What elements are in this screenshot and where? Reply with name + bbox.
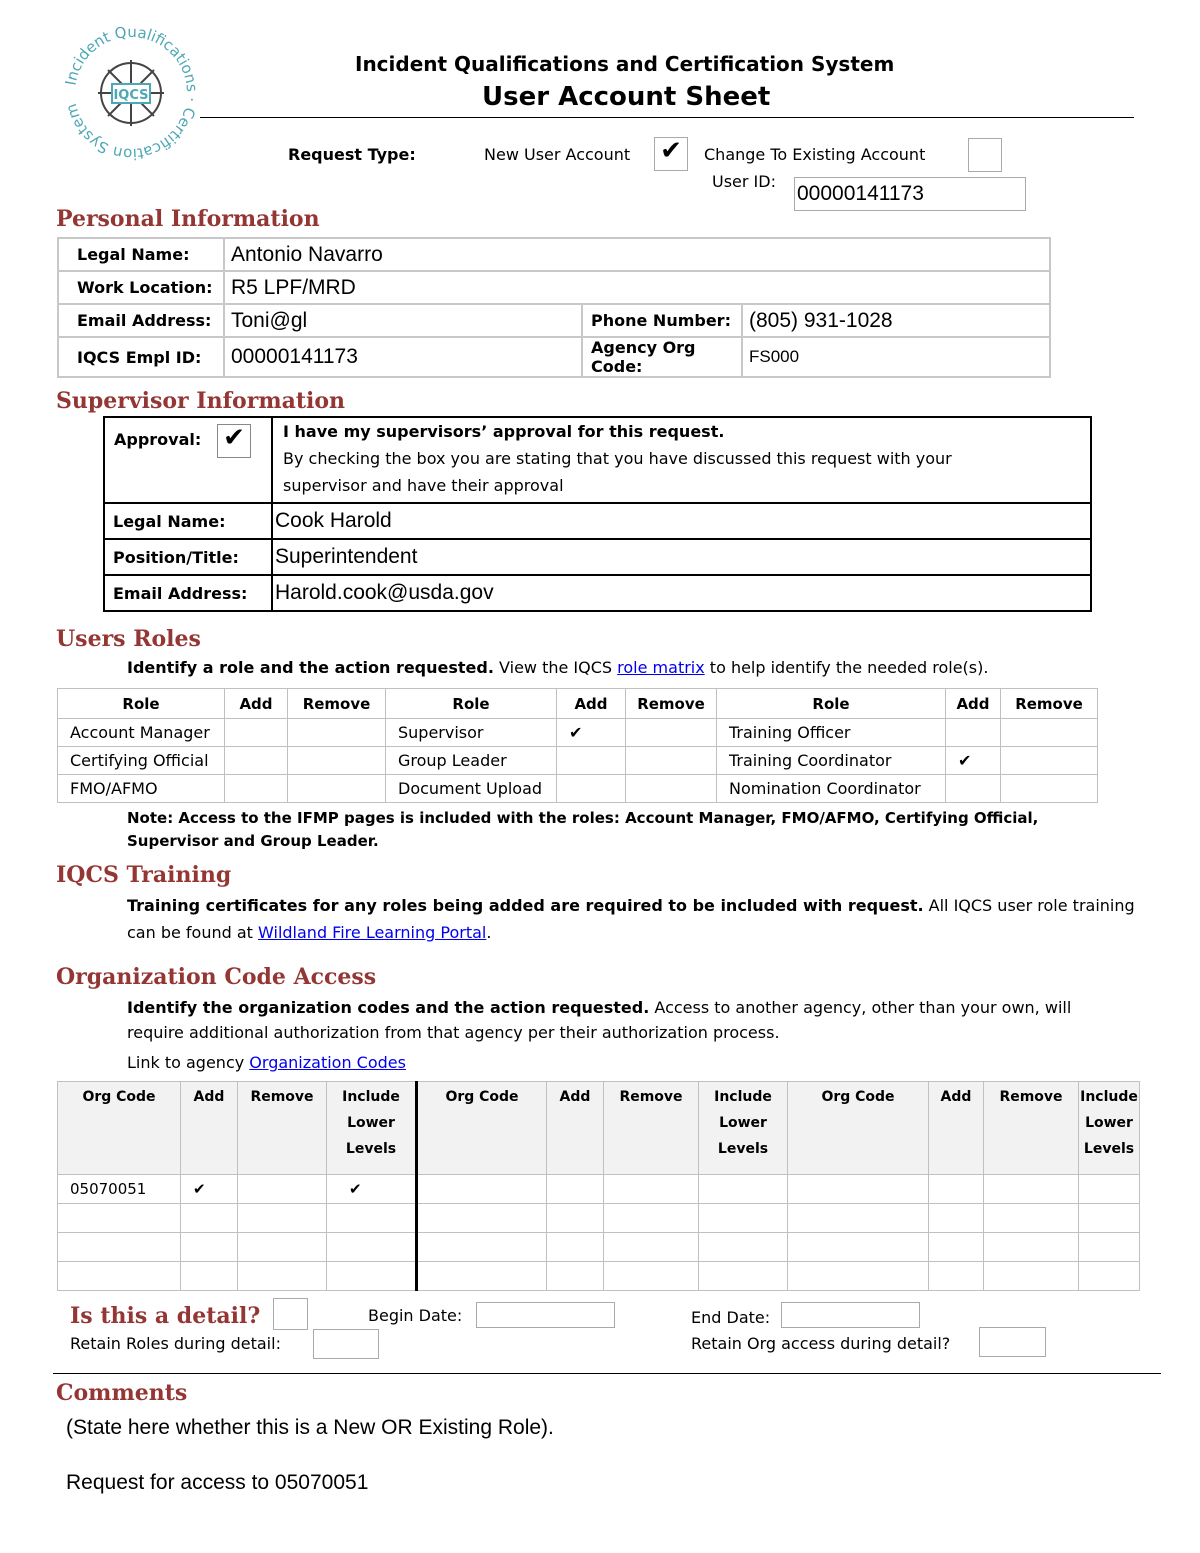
role-name: Training Officer bbox=[717, 719, 946, 747]
role-add-cell[interactable] bbox=[557, 747, 626, 775]
table-row bbox=[58, 1233, 1140, 1262]
org-code-cell[interactable] bbox=[58, 1262, 181, 1291]
empl-id-label: IQCS Empl ID: bbox=[58, 337, 224, 377]
users-roles-heading: Users Roles bbox=[56, 626, 201, 652]
role-name: Account Manager bbox=[58, 719, 225, 747]
new-user-account-label: New User Account bbox=[484, 145, 631, 164]
comments-line-1[interactable]: (State here whether this is a New OR Existing Role). bbox=[66, 1416, 554, 1439]
org-remove-cell[interactable] bbox=[238, 1175, 327, 1204]
col-add: Add bbox=[225, 689, 288, 719]
col-remove: Remove bbox=[238, 1082, 327, 1175]
org-remove-cell[interactable] bbox=[604, 1233, 699, 1262]
org-add-cell[interactable] bbox=[547, 1262, 604, 1291]
new-user-account-checkbox[interactable] bbox=[654, 137, 688, 171]
col-role: Role bbox=[58, 689, 225, 719]
org-add-cell[interactable] bbox=[929, 1204, 984, 1233]
roles-table bbox=[57, 688, 1098, 803]
col-add: Add bbox=[946, 689, 1001, 719]
org-add-cell[interactable] bbox=[547, 1204, 604, 1233]
org-instructions-text: Access to another agency, other than your own, will require additional authorization from that agency per their authorization process. bbox=[127, 998, 1072, 1042]
end-date-field[interactable] bbox=[781, 1302, 920, 1328]
col-remove: Remove bbox=[984, 1082, 1079, 1175]
header-divider bbox=[200, 117, 1134, 118]
retain-org-label: Retain Org access during detail? bbox=[691, 1334, 951, 1353]
org-include-cell[interactable] bbox=[1079, 1175, 1140, 1204]
org-link-prefix: Link to agency bbox=[127, 1053, 250, 1072]
change-existing-account-checkbox[interactable] bbox=[968, 138, 1002, 172]
form-subtitle: User Account Sheet bbox=[482, 82, 771, 112]
role-name: Certifying Official bbox=[58, 747, 225, 775]
org-code-heading: Organization Code Access bbox=[56, 964, 377, 990]
role-remove-cell[interactable] bbox=[288, 747, 386, 775]
col-remove: Remove bbox=[288, 689, 386, 719]
retain-roles-field[interactable] bbox=[313, 1329, 379, 1359]
user-id-field[interactable]: 00000141173 bbox=[794, 177, 1026, 211]
comments-heading: Comments bbox=[56, 1380, 188, 1406]
begin-date-label: Begin Date: bbox=[368, 1306, 463, 1325]
role-add-cell[interactable] bbox=[225, 775, 288, 803]
supervisor-table bbox=[103, 416, 1092, 612]
retain-roles-label: Retain Roles during detail: bbox=[70, 1334, 281, 1353]
agency-org-code-label: Agency Org Code: bbox=[582, 337, 742, 377]
org-instructions-bold: Identify the organization codes and the action requested. bbox=[127, 998, 650, 1017]
roles-instructions-bold: Identify a role and the action requested. bbox=[127, 658, 494, 677]
training-bold: Training certificates for any roles being added are required to be included with request. bbox=[127, 896, 924, 915]
work-location-label: Work Location: bbox=[58, 271, 224, 304]
org-include-cell[interactable] bbox=[327, 1233, 417, 1262]
legal-name-label: Legal Name: bbox=[58, 238, 224, 271]
supervisor-position-label: Position/Title: bbox=[104, 539, 272, 575]
col-org-code: Org Code bbox=[788, 1082, 929, 1175]
col-remove: Remove bbox=[1001, 689, 1098, 719]
role-add-cell[interactable] bbox=[946, 775, 1001, 803]
supervisor-legal-name-field[interactable]: Cook Harold bbox=[272, 503, 1091, 539]
org-remove-cell[interactable] bbox=[238, 1204, 327, 1233]
iqcs-training-heading: IQCS Training bbox=[56, 862, 232, 888]
org-include-cell[interactable] bbox=[1079, 1204, 1140, 1233]
training-text bbox=[127, 892, 1137, 946]
svg-text:IQCS: IQCS bbox=[113, 88, 149, 103]
org-add-cell[interactable] bbox=[929, 1175, 984, 1204]
check-icon: ✔ bbox=[660, 136, 682, 166]
col-add: Add bbox=[929, 1082, 984, 1175]
comments-line-2[interactable]: Request for access to 05070051 bbox=[66, 1471, 369, 1494]
col-include-lower: Include Lower Levels bbox=[699, 1082, 788, 1175]
training-body: All IQCS user role training can be found at bbox=[127, 896, 1135, 942]
approval-label: Approval: bbox=[114, 430, 202, 449]
training-tail: . bbox=[486, 923, 492, 942]
org-link-line bbox=[127, 1053, 406, 1072]
org-code-cell[interactable] bbox=[417, 1262, 547, 1291]
col-add: Add bbox=[547, 1082, 604, 1175]
org-include-cell[interactable] bbox=[1079, 1233, 1140, 1262]
request-type-label: Request Type: bbox=[288, 145, 416, 164]
table-row bbox=[58, 719, 1098, 747]
organization-codes-link[interactable]: Organization Codes bbox=[249, 1053, 406, 1072]
org-add-cell[interactable] bbox=[181, 1262, 238, 1291]
role-add-cell[interactable] bbox=[225, 719, 288, 747]
role-add-cell[interactable] bbox=[225, 747, 288, 775]
personal-info-table bbox=[57, 237, 1051, 378]
org-code-table bbox=[57, 1081, 1140, 1291]
org-add-cell[interactable]: ✔ bbox=[181, 1175, 238, 1204]
org-include-cell[interactable] bbox=[327, 1204, 417, 1233]
supervisor-email-label: Email Address: bbox=[104, 575, 272, 611]
col-remove: Remove bbox=[626, 689, 717, 719]
role-remove-cell[interactable] bbox=[626, 747, 717, 775]
supervisor-info-heading: Supervisor Information bbox=[56, 388, 346, 414]
role-name: FMO/AFMO bbox=[58, 775, 225, 803]
role-remove-cell[interactable] bbox=[1001, 775, 1098, 803]
roles-note: Note: Access to the IFMP pages is included with the roles: Account Manager, FMO/AFMO, Certifying Official, Supervisor and Group Leader. bbox=[127, 809, 1039, 850]
legal-name-field[interactable]: Antonio Navarro bbox=[224, 238, 1050, 271]
col-add: Add bbox=[557, 689, 626, 719]
role-remove-cell[interactable] bbox=[288, 719, 386, 747]
approval-title: I have my supervisors’ approval for this request. bbox=[283, 422, 725, 441]
col-role: Role bbox=[386, 689, 557, 719]
role-remove-cell[interactable] bbox=[1001, 747, 1098, 775]
role-name: Group Leader bbox=[386, 747, 557, 775]
detail-heading: Is this a detail? bbox=[70, 1303, 261, 1329]
svg-text:Incident Qualifications · Cert: Incident Qualifications · Certification System bbox=[61, 22, 202, 164]
table-row bbox=[58, 1175, 1140, 1204]
col-remove: Remove bbox=[604, 1082, 699, 1175]
retain-org-field[interactable] bbox=[979, 1327, 1046, 1357]
org-code-cell[interactable] bbox=[417, 1175, 547, 1204]
org-remove-cell[interactable] bbox=[238, 1233, 327, 1262]
user-id-label: User ID: bbox=[712, 172, 776, 191]
table-row bbox=[58, 1204, 1140, 1233]
role-remove-cell[interactable] bbox=[288, 775, 386, 803]
roles-instructions-tail: to help identify the needed role(s). bbox=[704, 658, 989, 677]
change-existing-account-label: Change To Existing Account bbox=[704, 145, 926, 164]
org-include-cell[interactable] bbox=[699, 1175, 788, 1204]
col-org-code: Org Code bbox=[417, 1082, 547, 1175]
personal-info-heading: Personal Information bbox=[56, 206, 320, 232]
email-label: Email Address: bbox=[58, 304, 224, 337]
email-field[interactable]: Toni@gl bbox=[224, 304, 582, 337]
org-remove-cell[interactable] bbox=[984, 1175, 1079, 1204]
org-remove-cell[interactable] bbox=[604, 1262, 699, 1291]
form-title: Incident Qualifications and Certification System bbox=[355, 52, 895, 76]
org-code-cell[interactable] bbox=[788, 1204, 929, 1233]
org-code-cell[interactable] bbox=[788, 1262, 929, 1291]
role-add-cell[interactable]: ✔ bbox=[557, 719, 626, 747]
supervisor-position-field[interactable]: Superintendent bbox=[272, 539, 1091, 575]
approval-description: By checking the box you are stating that you have discussed this request with your supervisor and have their approval bbox=[283, 449, 952, 495]
org-add-cell[interactable] bbox=[181, 1233, 238, 1262]
roles-instructions-text: View the IQCS bbox=[493, 658, 618, 677]
role-add-cell[interactable] bbox=[557, 775, 626, 803]
table-row bbox=[58, 747, 1098, 775]
col-role: Role bbox=[717, 689, 946, 719]
role-remove-cell[interactable] bbox=[626, 775, 717, 803]
end-date-label: End Date: bbox=[691, 1308, 771, 1327]
table-row bbox=[58, 1262, 1140, 1291]
empl-id-field[interactable]: 00000141173 bbox=[224, 337, 582, 377]
role-name: Supervisor bbox=[386, 719, 557, 747]
role-add-cell[interactable] bbox=[946, 719, 1001, 747]
phone-field[interactable]: (805) 931-1028 bbox=[742, 304, 1050, 337]
org-include-cell[interactable] bbox=[699, 1262, 788, 1291]
org-include-cell[interactable]: ✔ bbox=[327, 1175, 417, 1204]
org-add-cell[interactable] bbox=[547, 1175, 604, 1204]
role-name: Document Upload bbox=[386, 775, 557, 803]
check-icon: ✔ bbox=[223, 423, 245, 453]
org-code-cell[interactable] bbox=[58, 1233, 181, 1262]
org-remove-cell[interactable] bbox=[984, 1233, 1079, 1262]
iqcs-logo bbox=[60, 22, 202, 164]
org-include-cell[interactable] bbox=[699, 1233, 788, 1262]
org-code-cell[interactable] bbox=[788, 1175, 929, 1204]
org-add-cell[interactable] bbox=[547, 1233, 604, 1262]
wildland-fire-learning-portal-link[interactable]: Wildland Fire Learning Portal bbox=[258, 923, 487, 942]
roles-instructions bbox=[127, 658, 988, 677]
role-name: Training Coordinator bbox=[717, 747, 946, 775]
org-remove-cell[interactable] bbox=[604, 1204, 699, 1233]
col-include-lower: Include Lower Levels bbox=[327, 1082, 417, 1175]
org-code-cell[interactable]: 05070051 bbox=[58, 1175, 181, 1204]
role-remove-cell[interactable] bbox=[626, 719, 717, 747]
role-name: Nomination Coordinator bbox=[717, 775, 946, 803]
org-include-cell[interactable] bbox=[327, 1262, 417, 1291]
supervisor-email-field[interactable]: Harold.cook@usda.gov bbox=[272, 575, 1091, 611]
org-include-cell[interactable] bbox=[1079, 1262, 1140, 1291]
org-remove-cell[interactable] bbox=[984, 1262, 1079, 1291]
org-code-cell[interactable] bbox=[417, 1233, 547, 1262]
col-add: Add bbox=[181, 1082, 238, 1175]
org-remove-cell[interactable] bbox=[604, 1175, 699, 1204]
role-matrix-link[interactable]: role matrix bbox=[617, 658, 705, 677]
col-include-lower: Include Lower Levels bbox=[1079, 1082, 1140, 1175]
table-row bbox=[58, 775, 1098, 803]
detail-checkbox[interactable] bbox=[273, 1298, 308, 1330]
org-include-cell[interactable] bbox=[699, 1204, 788, 1233]
org-add-cell[interactable] bbox=[929, 1233, 984, 1262]
agency-org-code-field[interactable]: FS000 bbox=[742, 337, 1050, 377]
org-code-cell[interactable] bbox=[417, 1204, 547, 1233]
col-org-code: Org Code bbox=[58, 1082, 181, 1175]
approval-checkbox[interactable] bbox=[217, 424, 251, 458]
supervisor-legal-name-label: Legal Name: bbox=[104, 503, 272, 539]
phone-label: Phone Number: bbox=[582, 304, 742, 337]
org-code-cell[interactable] bbox=[58, 1204, 181, 1233]
divider bbox=[53, 1373, 1161, 1374]
role-add-cell[interactable]: ✔ bbox=[946, 747, 1001, 775]
org-instructions bbox=[127, 995, 1087, 1045]
org-remove-cell[interactable] bbox=[238, 1262, 327, 1291]
role-remove-cell[interactable] bbox=[1001, 719, 1098, 747]
org-remove-cell[interactable] bbox=[984, 1204, 1079, 1233]
work-location-field[interactable]: R5 LPF/MRD bbox=[224, 271, 1050, 304]
org-add-cell[interactable] bbox=[181, 1204, 238, 1233]
begin-date-field[interactable] bbox=[476, 1302, 615, 1328]
org-add-cell[interactable] bbox=[929, 1262, 984, 1291]
org-code-cell[interactable] bbox=[788, 1233, 929, 1262]
